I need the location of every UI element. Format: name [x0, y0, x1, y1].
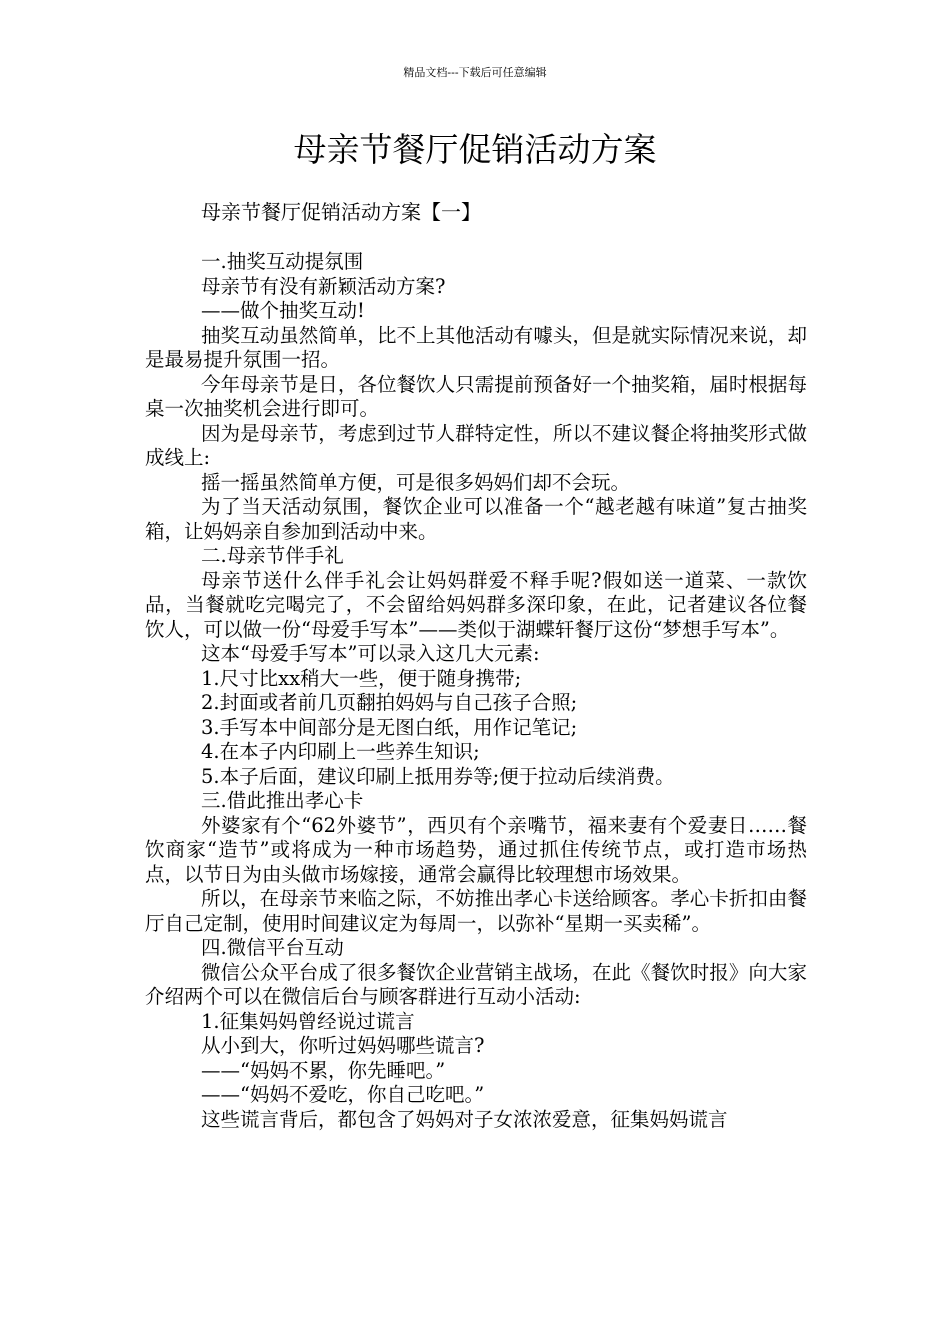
header-note: 精品文档---下载后可任意编辑 — [403, 66, 547, 79]
section-heading: 四.微信平台互动 — [201, 936, 344, 959]
paragraph: 从小到大，你听过妈妈哪些谎言? — [201, 1034, 485, 1057]
paragraph: 微信公众平台成了很多餐饮企业营销主战场，在此《餐饮时报》向大家介绍两个可以在微信后台与顾客群进行互动小活动: — [145, 960, 807, 1008]
paragraph: 这些谎言背后，都包含了妈妈对子女浓浓爱意，征集妈妈谎言 — [201, 1107, 728, 1131]
document-body — [145, 250, 807, 1132]
list-item: 2.封面或者前几页翻拍妈妈与自己孩子合照; — [201, 691, 578, 714]
paragraph: ——“妈妈不累，你先睡吧。” — [201, 1058, 446, 1082]
document-subtitle: 母亲节餐厅促销活动方案【一】 — [201, 200, 481, 224]
section-heading: 二.母亲节伴手礼 — [201, 544, 344, 567]
list-item: 5.本子后面，建议印刷上抵用券等;便于拉动后续消费。 — [201, 764, 675, 788]
list-item: 3.手写本中间部分是无图白纸，用作记笔记; — [201, 715, 578, 739]
section-heading: 三.借此推出孝心卡 — [201, 789, 364, 812]
paragraph: 外婆家有个“62外婆节”，西贝有个亲嘴节，福来妻有个爱妻日……餐饮商家“造节”或将成为一种市场趋势，通过抓住传统节点，或打造市场热点，以节日为由头做市场嫁接，通常会赢得比较理想市场效果。 — [145, 813, 807, 886]
paragraph: 这本“母爱手写本”可以录入这几大元素: — [201, 642, 540, 665]
paragraph: ——“妈妈不爱吃，你自己吃吧。” — [201, 1083, 485, 1106]
paragraph: 母亲节有没有新颖活动方案? — [201, 274, 446, 298]
list-item: 1.尺寸比xx稍大一些，便于随身携带; — [201, 666, 522, 690]
paragraph: 所以，在母亲节来临之际，不妨推出孝心卡送给顾客。孝心卡折扣由餐厅自己定制，使用时间建议定为每周一，以弥补“星期一买卖稀”。 — [145, 887, 807, 935]
paragraph: 因为是母亲节，考虑到过节人群特定性，所以不建议餐企将抽奖形式做成线上: — [145, 421, 807, 469]
list-item: 4.在本子内印刷上一些养生知识; — [201, 740, 480, 763]
section-heading: 一.抽奖互动提氛围 — [201, 250, 364, 273]
paragraph: 摇一摇虽然简单方便，可是很多妈妈们却不会玩。 — [201, 470, 631, 494]
paragraph: 为了当天活动氛围，餐饮企业可以准备一个“越老越有味道”复古抽奖箱，让妈妈亲自参加到活动中来。 — [145, 495, 807, 543]
paragraph: 抽奖互动虽然简单，比不上其他活动有噱头，但是就实际情况来说，却是最易提升氛围一招。 — [145, 323, 807, 371]
list-item: 1.征集妈妈曾经说过谎言 — [201, 1009, 415, 1033]
document-title: 母亲节餐厅促销活动方案 — [293, 130, 657, 169]
paragraph: ——做个抽奖互动! — [201, 299, 365, 322]
paragraph: 母亲节送什么伴手礼会让妈妈群爱不释手呢?假如送一道菜、一款饮品，当餐就吃完喝完了，不会留给妈妈群多深印象，在此，记者建议各位餐饮人，可以做一份“母爱手写本”——类似于湖蝶轩餐厅这份“梦想手写本”。 — [145, 568, 807, 641]
paragraph: 今年母亲节是日，各位餐饮人只需提前预备好一个抽奖箱，届时根据每桌一次抽奖机会进行即可。 — [145, 372, 807, 420]
